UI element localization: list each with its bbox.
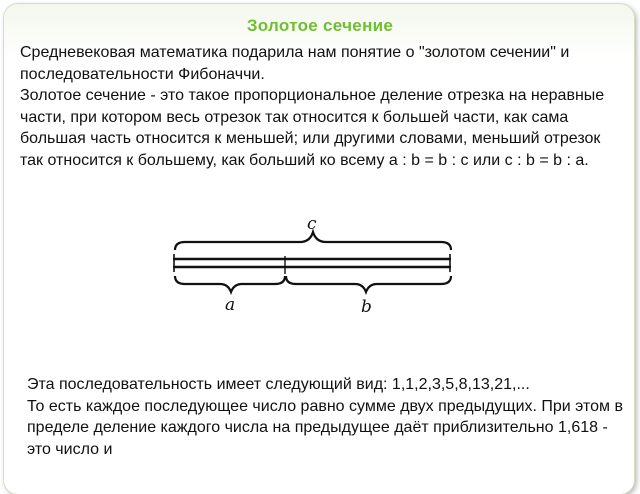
label-c: c	[307, 214, 317, 234]
brace-c	[175, 232, 451, 250]
intro-paragraph: Средневековая математика подарила нам понятие о "золотом сечении" и последовательности Фибоначчи.	[20, 44, 570, 83]
brace-b	[286, 276, 451, 292]
label-b: b	[361, 297, 372, 317]
slide-title: Золотое сечение	[246, 16, 394, 35]
bottom-text	[27, 374, 627, 460]
label-a: a	[225, 295, 236, 315]
rule-paragraph: То есть каждое последующее число равно сумме двух предыдущих. При этом в пределе деление каждого числа на предыдущее даёт приблизительно 1,618 - это число и	[27, 397, 623, 458]
body-text	[20, 42, 625, 171]
brace-a	[175, 276, 285, 292]
definition-paragraph: Золотое сечение - это такое пропорциональное деление отрезка на неравные части, при котором весь отрезок так относится к большей части, как сама большая часть относится к меньшей; или другими словами, меньший отрезок так относится к большему, как больший ко всему a : b = b : c или c : b = b : a.	[20, 87, 605, 169]
golden-ratio-diagram	[165, 212, 465, 327]
sequence-paragraph: Эта последовательность имеет следующий вид: 1,1,2,3,5,8,13,21,...	[27, 376, 530, 393]
